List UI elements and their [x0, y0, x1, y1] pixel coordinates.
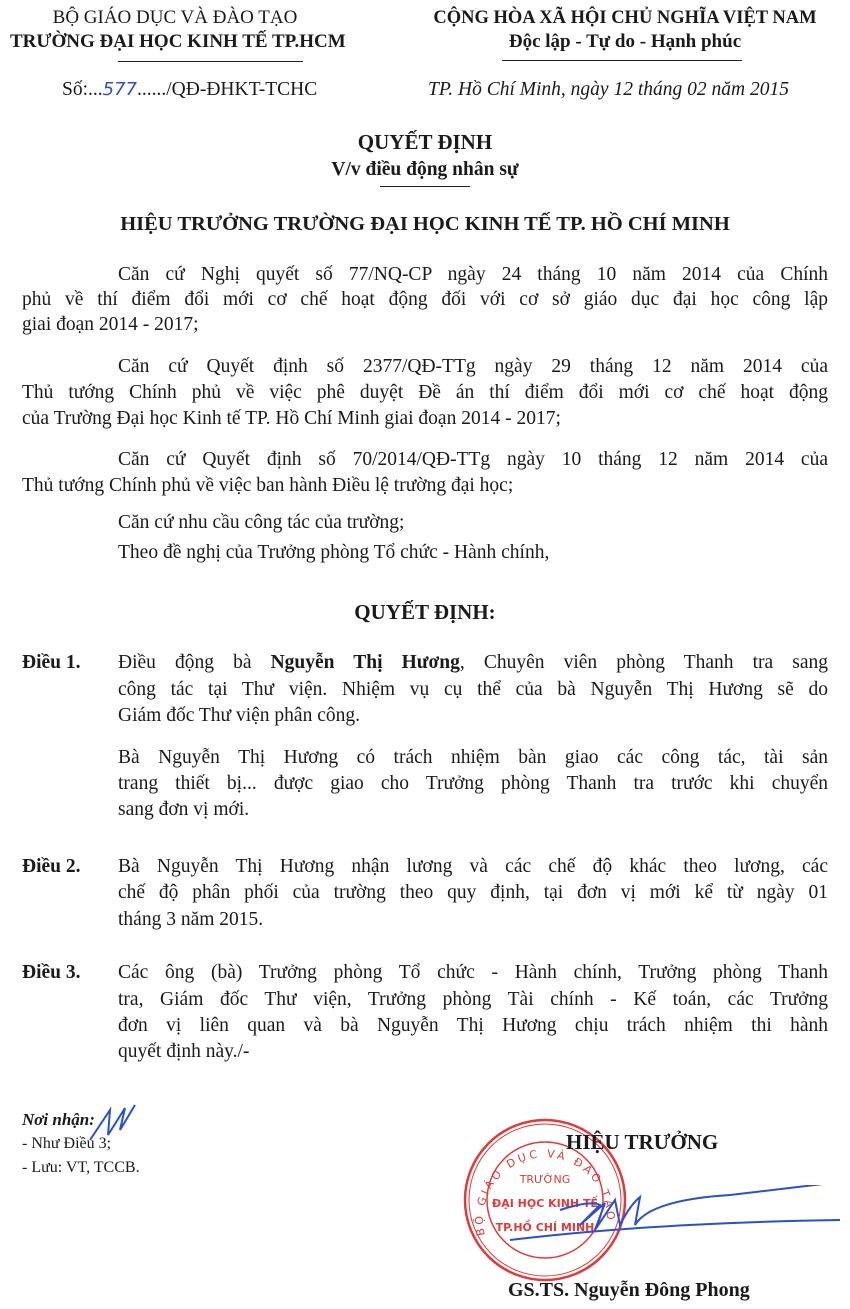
preamble-line: Theo đề nghị của Trưởng phòng Tổ chức - Hành chính,	[118, 542, 550, 563]
place-date: TP. Hồ Chí Minh, ngày 12 tháng 02 năm 2015	[428, 79, 789, 100]
preamble-line: Căn cứ Quyết định số 70/2014/QĐ-TTg ngày 10 tháng 12 năm 2014 của	[118, 449, 828, 470]
article-line: Bà Nguyễn Thị Hương có trách nhiệm bàn giao các công tác, tài sản	[118, 747, 828, 768]
preamble-line: Thủ tướng Chính phủ về việc ban hành Điều lệ trường đại học;	[22, 475, 514, 496]
ministry-name: BỘ GIÁO DỤC VÀ ĐÀO TẠO	[52, 7, 298, 28]
person-name: Nguyễn Thị Hương	[270, 652, 460, 673]
article-line: chế độ phân phối của trường theo quy định, tại đơn vị mới kể từ ngày 01	[118, 882, 828, 903]
number-prefix: Số:	[62, 79, 89, 100]
signer-position: HIỆU TRƯỞNG	[566, 1130, 719, 1154]
preamble-line: Căn cứ Quyết định số 2377/QĐ-TTg ngày 29 tháng 12 năm 2014 của	[118, 356, 828, 377]
article-line: Giám đốc Thư viện phân công.	[118, 705, 360, 726]
article-line: công tác tại Thư viện. Nhiệm vụ cụ thể của bà Nguyễn Thị Hương sẽ do	[118, 679, 828, 700]
signer-name: GS.TS. Nguyễn Đông Phong	[508, 1279, 750, 1301]
motto: Độc lập - Tự do - Hạnh phúc	[508, 31, 742, 52]
recipients-heading: Nơi nhận:	[22, 1110, 95, 1129]
article-label: Điều 3.	[22, 962, 81, 983]
issuing-authority: HIỆU TRƯỞNG TRƯỜNG ĐẠI HỌC KINH TẾ TP. HỒ CHÍ MINH	[120, 213, 730, 235]
recipient-item: - Lưu: VT, TCCB.	[22, 1159, 140, 1176]
nation-name: CỘNG HÒA XÃ HỘI CHỦ NGHĨA VIỆT NAM	[433, 8, 817, 28]
svg-text:BỘ GIÁO DỤC VÀ ĐÀO TẠO: BỘ GIÁO DỤC VÀ ĐÀO TẠO	[472, 1147, 618, 1237]
school-name: TRƯỜNG ĐẠI HỌC KINH TẾ TP.HCM	[10, 31, 346, 52]
article-label: Điều 1.	[22, 652, 81, 673]
document-subject: V/v điều động nhân sự	[331, 159, 519, 180]
article-line: Bà Nguyễn Thị Hương nhận lương và các chế độ khác theo lương, các	[118, 856, 828, 877]
header-right-rule	[502, 60, 742, 61]
article-line: tra, Giám đốc Thư viện, Trưởng phòng Tài chính - Kế toán, các Trưởng	[118, 989, 828, 1010]
article-line: tháng 3 năm 2015.	[118, 909, 264, 930]
article-label: Điều 2.	[22, 856, 81, 877]
document-title: QUYẾT ĐỊNH	[357, 130, 493, 154]
signature	[500, 1185, 840, 1245]
svg-text:TP.HỒ CHÍ MINH: TP.HỒ CHÍ MINH	[495, 1221, 595, 1234]
recipient-item: - Như Điều 3;	[22, 1135, 112, 1152]
preamble-line: Căn cứ Nghị quyết số 77/NQ-CP ngày 24 tháng 10 năm 2014 của Chính	[118, 264, 828, 285]
article-line: Các ông (bà) Trưởng phòng Tổ chức - Hành chính, Trưởng phòng Thanh	[118, 962, 828, 983]
article-line: sang đơn vị mới.	[118, 799, 250, 820]
article-line: quyết định này./-	[118, 1041, 250, 1062]
preamble-line: Thủ tướng Chính phủ về việc phê duyệt Đề án thí điểm đổi mới cơ chế hoạt động	[22, 382, 828, 403]
initials-mark	[80, 1100, 140, 1150]
number-suffix: /QĐ-ĐHKT-TCHC	[166, 79, 318, 100]
preamble-line: của Trường Đại học Kinh tế TP. Hồ Chí Minh giai đoạn 2014 - 2017;	[22, 408, 561, 429]
subject-rule	[380, 186, 470, 187]
svg-text:TRƯỜNG: TRƯỜNG	[519, 1173, 571, 1186]
preamble-line: Căn cứ nhu cầu công tác của trường;	[118, 512, 405, 533]
header-left-rule	[118, 61, 303, 62]
svg-text:ĐẠI HỌC KINH TẾ: ĐẠI HỌC KINH TẾ	[492, 1197, 598, 1210]
number-value: 577	[102, 79, 137, 100]
article-line: đơn vị liên quan và bà Nguyễn Thị Hương chịu trách nhiệm thi hành	[118, 1015, 828, 1036]
document-number: Số:...577....../QĐ-ĐHKT-TCHC	[62, 79, 318, 100]
decision-heading: QUYẾT ĐỊNH:	[354, 600, 496, 624]
preamble-line: phủ về thí điểm đổi mới cơ chế hoạt động đối với cơ sở giáo dục đại học công lập	[22, 289, 828, 310]
preamble-line: giai đoạn 2014 - 2017;	[22, 314, 199, 335]
article-line: trang thiết bị... được giao cho Trưởng phòng Thanh tra trước khi chuyển	[118, 773, 828, 794]
article-line: Điều động bà Nguyễn Thị Hương, Chuyên viên phòng Thanh tra sang	[118, 652, 829, 673]
